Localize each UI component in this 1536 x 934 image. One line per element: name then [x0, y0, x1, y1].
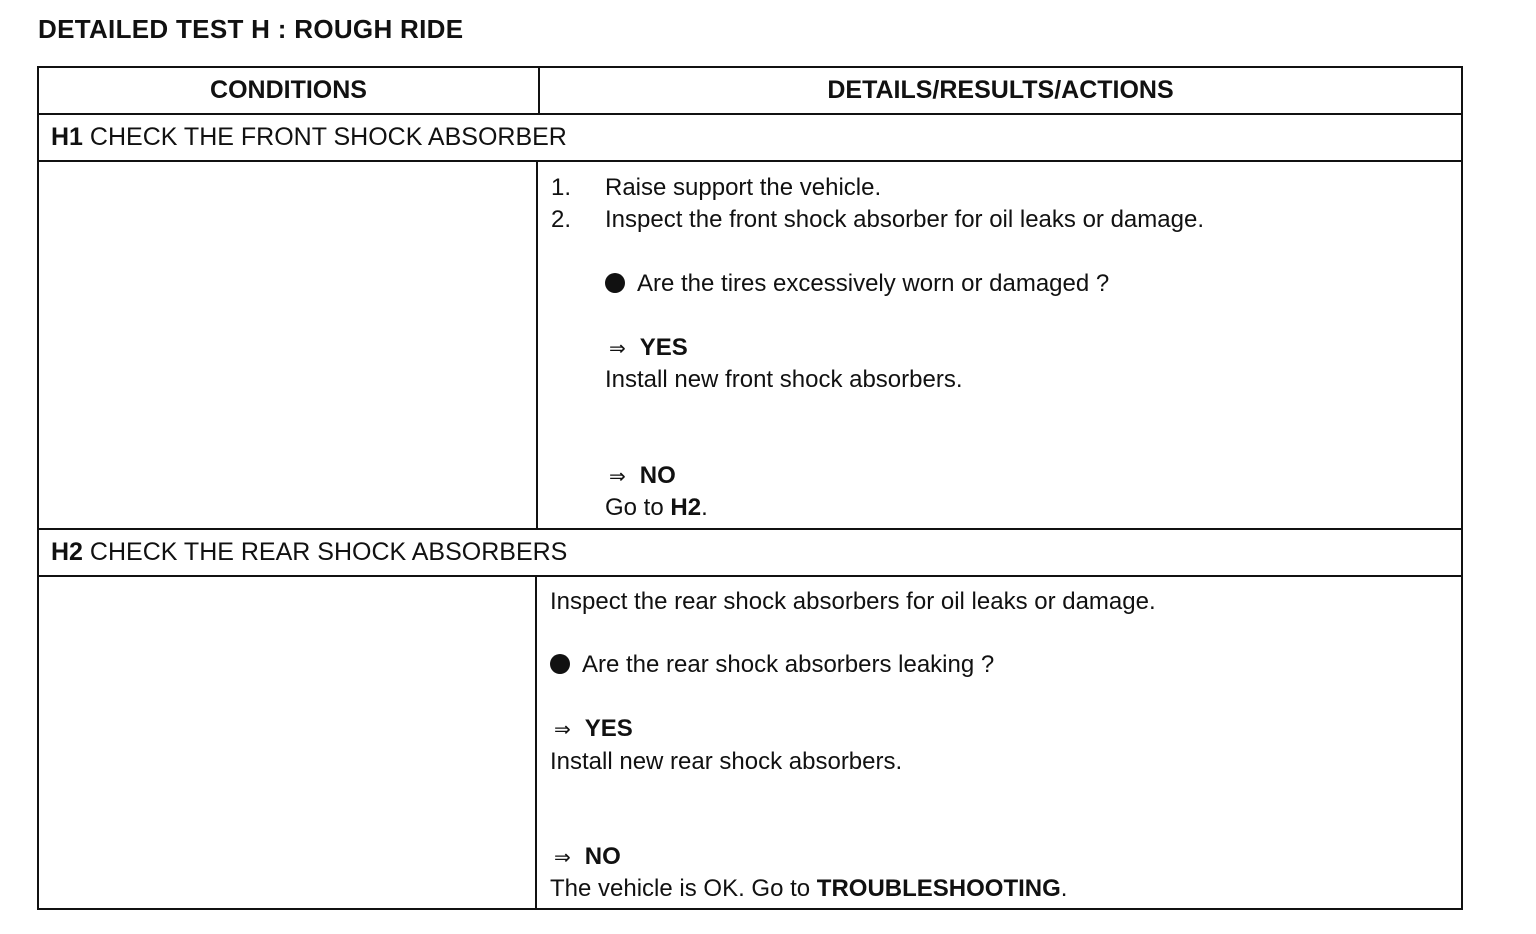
h2-instruction: Inspect the rear shock absorbers for oil leaks or damage. [550, 588, 1156, 615]
arrow-right-icon: ⇒ [554, 845, 571, 869]
h2-yes-label: YES [584, 715, 633, 742]
h2-no-action-suffix: . [1060, 875, 1068, 902]
section-h2-title [51, 538, 567, 567]
h2-no-action-link: TROUBLESHOOTING [816, 875, 1061, 902]
arrow-right-icon: ⇒ [554, 717, 571, 741]
page-title: DETAILED TEST H : ROUGH RIDE [38, 14, 464, 44]
h2-yes-line [554, 715, 633, 743]
h2-title-bottom-rule [39, 575, 1461, 577]
h2-no-action [550, 875, 1067, 903]
h2-no-line [554, 843, 621, 871]
h2-yes-action: Install new rear shock absorbers. [550, 748, 903, 775]
h1-no-line [609, 462, 676, 490]
h1-yes-line [609, 334, 688, 362]
h1-bottom-rule [39, 528, 1461, 530]
section-h1-title [51, 123, 567, 152]
arrow-right-icon: ⇒ [609, 336, 626, 360]
h1-question [605, 270, 1109, 298]
section-h2-label: CHECK THE REAR SHOCK ABSORBERS [89, 538, 568, 566]
h1-no-action-prefix: Go to [605, 494, 671, 521]
h1-no-action-link: H2 [670, 494, 702, 521]
h1-no-label: NO [639, 462, 676, 489]
h1-no-action [605, 494, 708, 522]
h1-yes-label: YES [639, 334, 688, 361]
section-h2-code: H2 [51, 538, 83, 566]
bullet-icon [605, 273, 625, 293]
h2-question [550, 651, 994, 679]
arrow-right-icon: ⇒ [609, 464, 626, 488]
h1-step2-number: 2. [551, 206, 572, 233]
h1-no-action-suffix: . [701, 494, 708, 521]
section-h1-label: CHECK THE FRONT SHOCK ABSORBER [89, 123, 567, 151]
h1-column-divider [536, 160, 538, 528]
h1-step2-text: Inspect the front shock absorber for oil leaks or damage. [605, 206, 1204, 233]
h2-column-divider [535, 575, 537, 908]
header-bottom-rule [39, 113, 1461, 115]
h2-question-text: Are the rear shock absorbers leaking ? [582, 651, 995, 678]
h1-question-text: Are the tires excessively worn or damaged ? [637, 270, 1110, 297]
bullet-icon [550, 654, 570, 674]
header-conditions: CONDITIONS [210, 76, 367, 104]
section-h1-code: H1 [51, 123, 83, 151]
header-divider [538, 68, 540, 113]
header-details: DETAILS/RESULTS/ACTIONS [827, 76, 1174, 104]
diagnostic-table [37, 66, 1463, 910]
h2-no-label: NO [584, 843, 621, 870]
h2-no-action-prefix: The vehicle is OK. Go to [550, 875, 817, 902]
h1-title-bottom-rule [39, 160, 1461, 162]
h1-step1-number: 1. [551, 174, 572, 201]
h1-step1-text: Raise support the vehicle. [605, 174, 882, 201]
h1-yes-action: Install new front shock absorbers. [605, 366, 963, 393]
